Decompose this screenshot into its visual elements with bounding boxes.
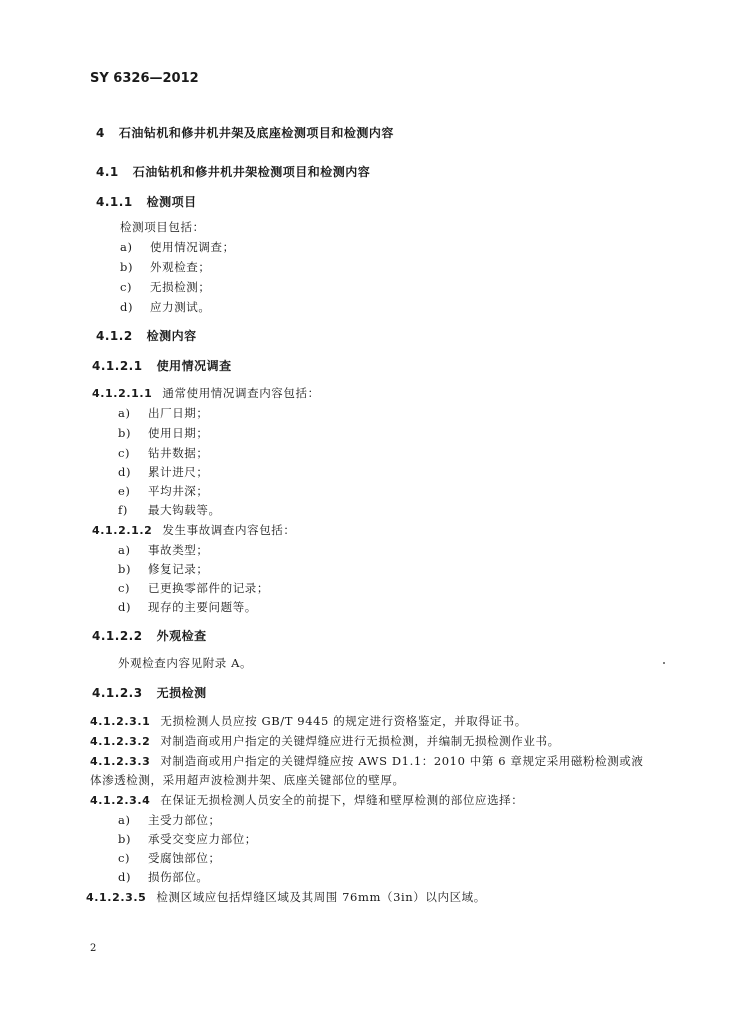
- list-marker: b): [118, 426, 132, 440]
- clause-number: 4.1.2.3.3: [90, 755, 151, 768]
- clause-4-1-2-3-5: [86, 892, 486, 904]
- list-item: [118, 428, 209, 440]
- list-item: [118, 834, 257, 846]
- list-item: [118, 602, 257, 614]
- list-marker: d): [118, 465, 132, 479]
- section-number: 4.1.1: [96, 195, 133, 209]
- section-number: 4: [96, 126, 105, 140]
- section-title: 使用情况调查: [156, 359, 232, 373]
- list-marker: e): [118, 484, 131, 498]
- scan-speck: [663, 662, 665, 664]
- clause-4-1-2-3-1: [90, 716, 527, 728]
- list-text: 外观检查；: [150, 260, 211, 274]
- clause-text: 通常使用情况调查内容包括：: [162, 386, 320, 400]
- section-title: 石油钻机和修井机井架及底座检测项目和检测内容: [118, 126, 394, 140]
- list-item: [120, 262, 211, 274]
- list-text: 钻井数据；: [148, 446, 209, 460]
- section-4-1-heading: [96, 166, 370, 178]
- clause-4-1-2-3-4: [90, 795, 523, 807]
- section-title: 无损检测: [156, 686, 207, 700]
- list-marker: a): [118, 406, 131, 420]
- clause-text: 检测区域应包括焊缝区域及其周围 76mm（3in）以内区域。: [156, 890, 486, 904]
- list-text: 主受力部位；: [148, 813, 221, 827]
- clause-text: 发生事故调查内容包括：: [162, 523, 296, 537]
- paragraph: 检测项目包括：: [120, 220, 205, 234]
- clause-number: 4.1.2.1.1: [92, 387, 153, 400]
- clause-text: 对制造商或用户指定的关键焊缝应按 AWS D1.1：2010 中第 6 章规定采用磁粉检测或液: [160, 754, 644, 768]
- list-item: [118, 872, 209, 884]
- section-4-1-1-heading: [96, 196, 197, 208]
- paragraph: 外观检查内容见附录 A。: [118, 656, 253, 670]
- list-marker: c): [118, 851, 131, 865]
- section-number: 4.1: [96, 165, 119, 179]
- list-text: 累计进尺；: [148, 465, 209, 479]
- standard-code: SY 6326—2012: [90, 71, 199, 86]
- section-title: 检测内容: [146, 329, 197, 343]
- clause-text: 在保证无损检测人员安全的前提下，焊缝和壁厚检测的部位应选择：: [160, 793, 524, 807]
- section-number: 4.1.2.3: [92, 686, 143, 700]
- list-text: 使用日期；: [148, 426, 209, 440]
- list-marker: b): [118, 562, 132, 576]
- list-marker: a): [118, 543, 131, 557]
- list-text: 事故类型；: [148, 543, 209, 557]
- list-item: [118, 545, 209, 557]
- list-marker: c): [118, 581, 131, 595]
- list-text: 最大钩载等。: [148, 503, 221, 517]
- clause-4-1-2-3-2: [90, 736, 560, 748]
- list-marker: d): [120, 300, 134, 314]
- list-item: [118, 583, 269, 595]
- list-text: 现存的主要问题等。: [148, 600, 257, 614]
- list-marker: a): [120, 240, 133, 254]
- list-text: 平均井深；: [148, 484, 209, 498]
- clause-number: 4.1.2.1.2: [92, 524, 153, 537]
- clause-4-1-2-3-3: [90, 756, 644, 768]
- list-text: 损伤部位。: [148, 870, 209, 884]
- section-title: 石油钻机和修井机井架检测项目和检测内容: [132, 165, 371, 179]
- list-marker: d): [118, 600, 132, 614]
- list-item: [118, 505, 221, 517]
- list-item: [118, 564, 209, 576]
- list-marker: f): [118, 503, 128, 517]
- section-number: 4.1.2.1: [92, 359, 143, 373]
- list-item: [118, 853, 221, 865]
- clause-4-1-2-1-1: [92, 388, 320, 400]
- list-marker: b): [120, 260, 134, 274]
- list-item: [120, 302, 211, 314]
- list-item: [118, 448, 209, 460]
- section-4-1-2-2-heading: [92, 630, 207, 642]
- list-text: 应力测试。: [150, 300, 211, 314]
- section-title: 检测项目: [146, 195, 197, 209]
- section-title: 外观检查: [156, 629, 207, 643]
- list-marker: c): [118, 446, 131, 460]
- clause-text: 对制造商或用户指定的关键焊缝应进行无损检测，并编制无损检测作业书。: [160, 734, 560, 748]
- list-marker: d): [118, 870, 132, 884]
- section-4-1-2-1-heading: [92, 360, 232, 372]
- page-number: 2: [90, 943, 97, 954]
- list-text: 使用情况调查；: [150, 240, 235, 254]
- clause-continuation: 体渗透检测，采用超声波检测井架、底座关键部位的壁厚。: [90, 773, 405, 787]
- list-text: 修复记录；: [148, 562, 209, 576]
- list-marker: a): [118, 813, 131, 827]
- clause-number: 4.1.2.3.2: [90, 735, 151, 748]
- list-item: [120, 282, 211, 294]
- section-4-heading: [96, 127, 394, 139]
- section-4-1-2-3-heading: [92, 687, 207, 699]
- list-text: 无损检测；: [150, 280, 211, 294]
- list-text: 承受交变应力部位；: [148, 832, 257, 846]
- clause-number: 4.1.2.3.1: [90, 715, 151, 728]
- list-text: 受腐蚀部位；: [148, 851, 221, 865]
- list-item: [118, 486, 209, 498]
- list-marker: c): [120, 280, 133, 294]
- section-number: 4.1.2: [96, 329, 133, 343]
- list-marker: b): [118, 832, 132, 846]
- list-text: 已更换零部件的记录；: [148, 581, 269, 595]
- list-text: 出厂日期；: [148, 406, 209, 420]
- list-item: [120, 242, 235, 254]
- clause-number: 4.1.2.3.4: [90, 794, 151, 807]
- list-item: [118, 815, 221, 827]
- clause-number: 4.1.2.3.5: [86, 891, 147, 904]
- section-number: 4.1.2.2: [92, 629, 143, 643]
- clause-text: 无损检测人员应按 GB/T 9445 的规定进行资格鉴定，并取得证书。: [160, 714, 527, 728]
- list-item: [118, 467, 209, 479]
- clause-4-1-2-1-2: [92, 525, 296, 537]
- section-4-1-2-heading: [96, 330, 197, 342]
- list-item: [118, 408, 209, 420]
